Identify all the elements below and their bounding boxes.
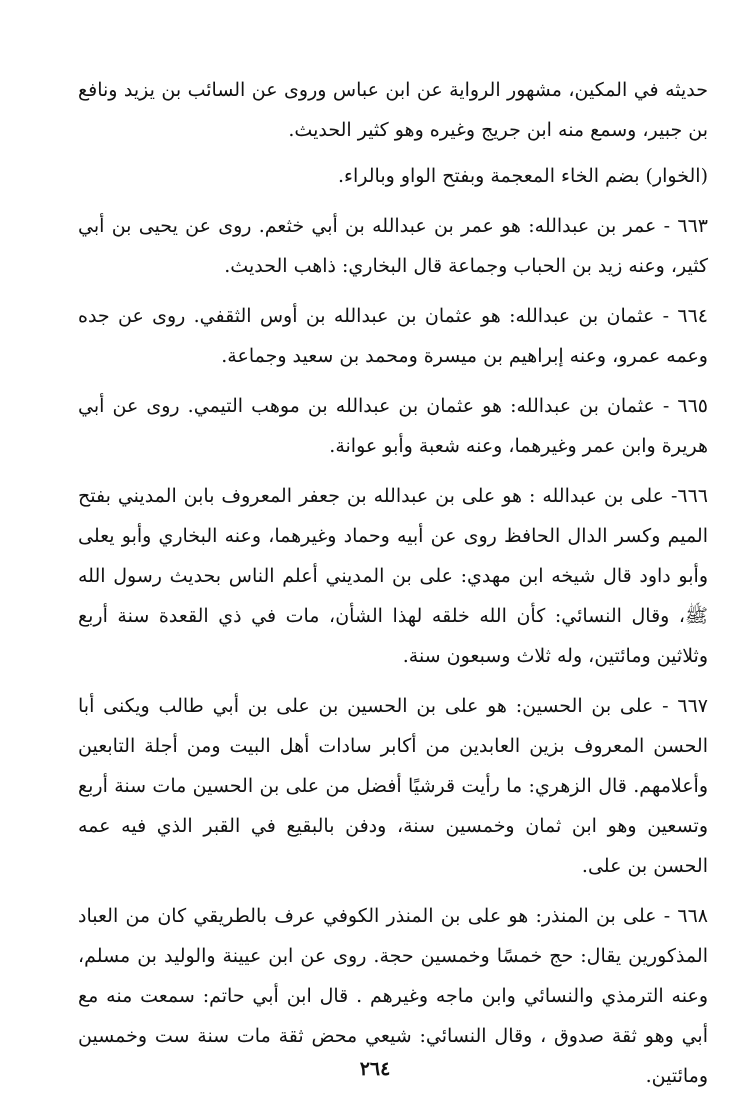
entry-668: ٦٦٨ - على بن المنذر: هو على بن المنذر الكوفي عرف بالطريقي كان من العباد المذكورين يقال: حج خمسًا وخمسين حجة. روى عن ابن عيينة والوليد بن مسلم، وعنه الترمذي والنسائي وابن ماجه وغيرهم . قال ابن أبي حاتم: سمعت منه مع أبي وهو ثقة صدوق ، وقال النسائي: شيعي محض ثقة مات سنة ست وخمسين ومائتين. <box>78 905 708 1087</box>
entry-663: ٦٦٣ - عمر بن عبدالله: هو عمر بن عبدالله بن أبي خثعم. روى عن يحيى بن أبي كثير، وعنه زيد بن الحباب وجماعة قال البخاري: ذاهب الحديث. <box>78 215 708 277</box>
page-number: ٢٦٤ <box>359 1058 391 1080</box>
entry-665: ٦٦٥ - عثمان بن عبدالله: هو عثمان بن عبدالله بن موهب التيمي. روى عن أبي هريرة وابن عمر وغيرهما، وعنه شعبة وأبو عوانة. <box>78 395 708 457</box>
paragraph-continuation: حديثه في المكين، مشهور الرواية عن ابن عباس وروى عن السائب بن يزيد ونافع بن جبير، وسمع منه ابن جريج وغيره وهو كثير الحديث. <box>78 79 708 141</box>
page-body <box>78 70 708 1100</box>
entry-664: ٦٦٤ - عثمان بن عبدالله: هو عثمان بن عبدالله بن أوس الثقفي. روى عن جده وعمه عمرو، وعنه إبراهيم بن ميسرة ومحمد بن سعيد وجماعة. <box>78 305 708 367</box>
entry-666: ٦٦٦- على بن عبدالله : هو على بن عبدالله بن جعفر المعروف بابن المديني بفتح الميم وكسر الدال الحافظ روى عن أبيه وحماد وغيرهما، وعنه البخاري وأبو يعلى وأبو داود قال شيخه ابن مهدي: على بن المديني أعلم الناس بحديث رسول الله ﷺ، وقال النسائي: كأن الله خلقه لهذا الشأن، مات في ذي القعدة سنة أربع وثلاثين ومائتين، وله ثلاث وسبعون سنة. <box>78 485 708 667</box>
paragraph-note-khuwar: (الخوار) بضم الخاء المعجمة وبفتح الواو وبالراء. <box>338 165 708 187</box>
entry-667: ٦٦٧ - على بن الحسين: هو على بن الحسين بن على بن أبي طالب ويكنى أبا الحسن المعروف بزين العابدين من أكابر سادات أهل البيت ومن أجلة التابعين وأعلامهم. قال الزهري: ما رأيت قرشيًا أفضل من على بن الحسين مات سنة أربع وتسعين وهو ابن ثمان وخمسين سنة، ودفن بالبقيع في القبر الذي فيه عمه الحسن بن على. <box>78 695 708 877</box>
